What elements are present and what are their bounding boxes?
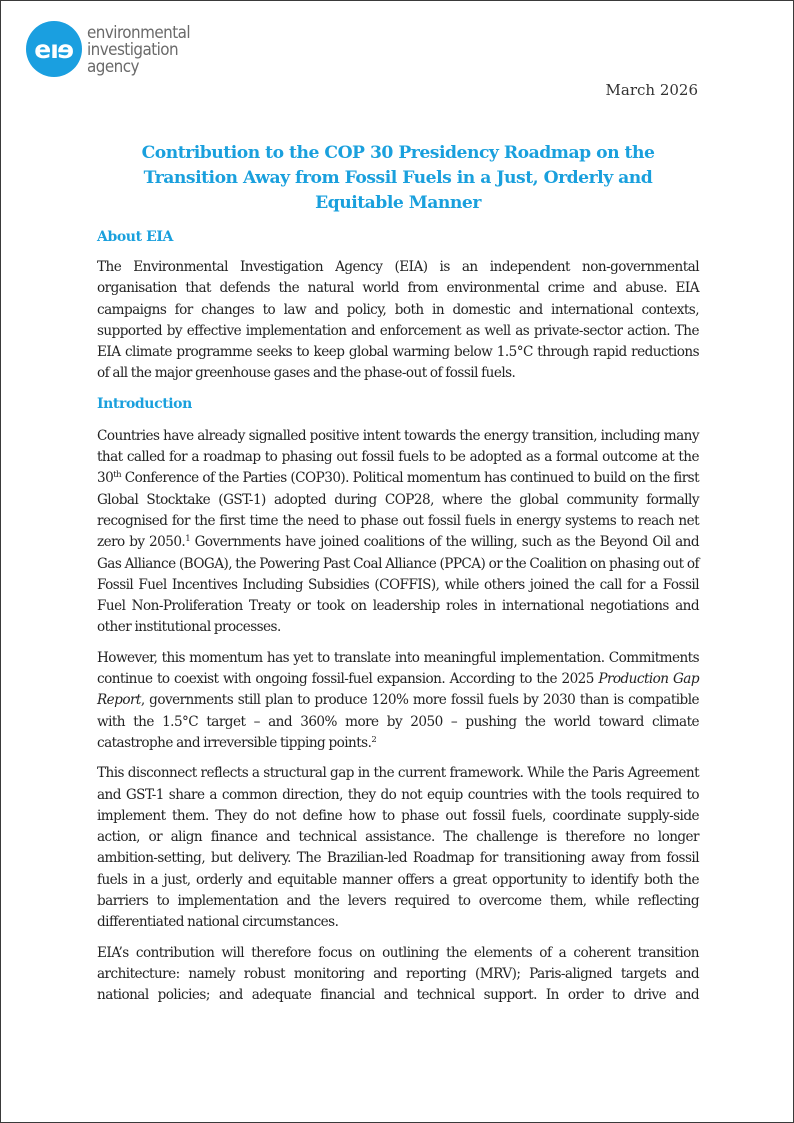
report-title: Production Gap Report bbox=[97, 671, 699, 709]
logo-line: environmental bbox=[87, 22, 191, 42]
document-title: Contribution to the COP 30 Presidency Roadmap on the Transition Away from Fossil Fuels in a Just, Orderly and Equitable Manner bbox=[141, 143, 655, 213]
intro-paragraph-2 bbox=[97, 648, 699, 754]
text-run: Conference of the Parties (COP30). Political momentum has continued to build on the first Global Stocktake (GST-1) adopted during COP28, where the global community formally recognised for the first time the need to phase out fossil fuels in energy systems to reach net zero by 2050. bbox=[97, 470, 699, 551]
text-run: Countries have already signalled positive intent towards the energy transition, including many that called for a roadmap to phasing out fossil fuels to be adopted as a formal outcome at the 30 bbox=[97, 427, 699, 487]
text-run: , governments still plan to produce 120% more fossil fuels by 2030 than is compatible with the 1.5°C target – and 360% more by 2050 – pushing the world toward climate catastrophe and irreversible tipping points. bbox=[97, 692, 699, 751]
section-heading-introduction: Introduction bbox=[97, 395, 192, 412]
footnote-ref-2[interactable]: 2 bbox=[371, 734, 377, 745]
document-date: March 2026 bbox=[605, 81, 698, 99]
intro-paragraph-3: This disconnect reflects a structural gap in the current framework. While the Paris Agreement and GST-1 share a common direction, they do not equip countries with the tools required to implement them. They do not define how to phase out fossil fuels, coordinate supply-side action, or align finance and technical assistance. The challenge is therefore no longer ambition-setting, but delivery. The Brazilian-led Roadmap for transitioning away from fossil fuels in a just, orderly and equitable manner offers a great opportunity to identify both the barriers to implementation and the levers required to overcome them, while reflecting differentiated national circumstances. bbox=[97, 765, 699, 931]
text-run: Governments have joined coalitions of the willing, such as the Beyond Oil and Gas Alliance (BOGA), the Powering Past Coal Alliance (PPCA) or the Coalition on phasing out of Fossil Fuel Incentives Including Subsidies (COFFIS), while others joined the call for a Fossil Fuel Non-Proliferation Treaty or took on leadership roles in international negotiations and other institutional processes. bbox=[97, 534, 699, 636]
document-body bbox=[97, 226, 699, 1007]
intro-paragraph-4: EIA’s contribution will therefore focus on outlining the elements of a coherent transition architecture: namely robust monitoring and reporting (MRV); Paris-aligned targets and national policies; and adequate financial and technical support. In order to drive and bbox=[97, 944, 699, 1004]
logo-wordmark bbox=[87, 24, 190, 75]
logo-mark-text: eıe bbox=[34, 34, 74, 64]
about-paragraph: The Environmental Investigation Agency (EIA) is an independent non-governmental organisation that defends the natural world from environmental crime and abuse. EIA campaigns for changes to law and policy, both in domestic and international contexts, supported by effective implementation and enforcement as well as private-sector action. The EIA climate programme seeks to keep global warming below 1.5°C through rapid reductions of all the major greenhouse gases and the phase-out of fossil fuels. bbox=[97, 259, 699, 382]
text-run: However, this momentum has yet to translate into meaningful implementation. Commitments continue to coexist with ongoing fossil-fuel expansion. According to the 2025 bbox=[97, 649, 699, 688]
logo-line: investigation bbox=[87, 39, 179, 59]
intro-paragraph-1 bbox=[97, 426, 699, 639]
eia-logo-mark-icon bbox=[26, 21, 82, 77]
footnote-ref-1[interactable]: 1 bbox=[185, 534, 191, 545]
eia-logo bbox=[26, 21, 199, 77]
ordinal-superscript: th bbox=[113, 470, 121, 481]
logo-line: agency bbox=[87, 56, 139, 76]
section-heading-about: About EIA bbox=[97, 229, 173, 245]
